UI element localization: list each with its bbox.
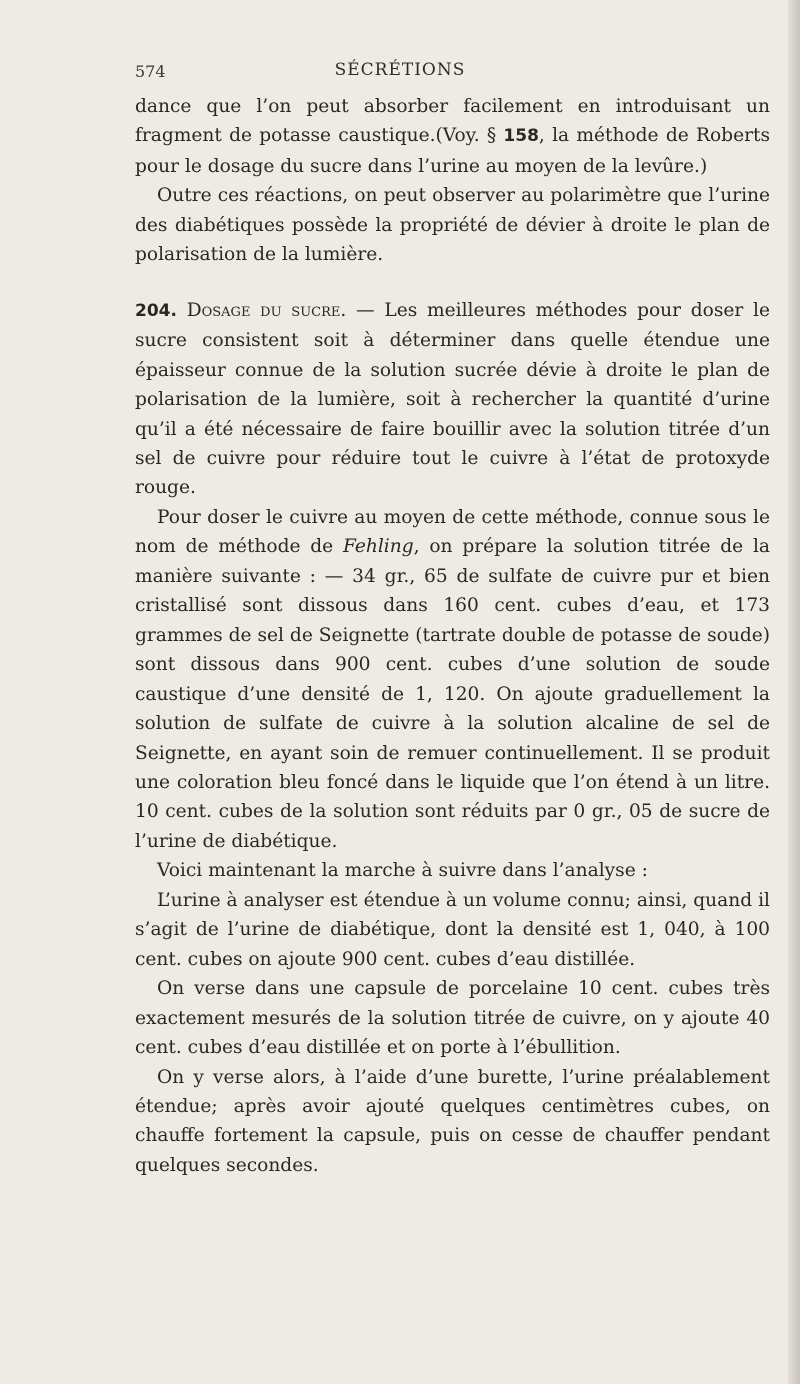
paragraph-4-text-a: Pour doser le cuivre au moyen de cette méthode, connue sous le nom de méthode de (135, 506, 770, 558)
paragraph-4-text-b: , on prépare la solution titrée de la manière suivante : — 34 gr., 65 de sulfate de cuivre pur et bien cristallisé sont dissous dans 160 cent. cubes d’eau, et 173 grammes de sel de Seignette (tartrate double de potasse de soude) sont dissous dans 900 cent. cubes d’une solution de soude caustique d’une densité de 1, 120. On ajoute graduellement la solution de sulfate de cuivre à la solution alcaline de sel de Seignette, en ayant soin de remuer continuellement. Il se produit une coloration bleu foncé dans le liquide que l’on étend à un litre. 10 cent. cubes de la solution sont réduits par 0 gr., 05 de sucre de l’urine de diabétique. (135, 536, 770, 852)
paragraph-1-text-b: , la méthode de Roberts pour le dosage du sucre dans l’urine au moyen de la levûre.) (135, 125, 770, 177)
section-number: 204. (135, 300, 177, 321)
body-text (135, 92, 770, 1180)
paragraph-8: On y verse alors, à l’aide d’une burette, l’urine préalablement étendue; après avoir ajouté quelques centimètres cubes, on chauffe fortement la capsule, puis on cesse de chauffer pendant quelques secondes. (135, 1066, 770, 1176)
running-head (0, 58, 800, 88)
paragraph-3 (135, 296, 770, 503)
running-title: SÉCRÉTIONS (334, 60, 466, 80)
section-heading: Dosage du sucre. (186, 299, 347, 321)
section-reference: 158 (503, 126, 539, 147)
method-name: Fehling (343, 536, 414, 558)
paragraph-5: Voici maintenant la marche à suivre dans l’analyse : (157, 860, 648, 882)
paragraph-3-text: — Les meilleures méthodes pour doser le sucre consistent soit à déterminer dans quelle étendue une épaisseur connue de la solution sucrée dévie à droite le plan de polarisation de la lumière, soit à rechercher la quantité d’urine qu’il a été nécessaire de faire bouillir avec la solution titrée d’un sel de cuivre pour réduire tout le cuivre à l’état de protoxyde rouge. (135, 299, 770, 499)
paragraph-4 (135, 503, 770, 856)
paragraph-7: On verse dans une capsule de porcelaine 10 cent. cubes très exactement mesurés de la solution titrée de cuivre, on y ajoute 40 cent. cubes d’eau distillée et on porte à l’ébullition. (135, 978, 770, 1059)
page-number: 574 (135, 62, 166, 81)
paragraph-2: Outre ces réactions, on peut observer au polarimètre que l’urine des diabétiques possède la propriété de dévier à droite le plan de polarisation de la lumière. (135, 185, 770, 266)
paragraph-1-text-a: dance que l’on peut absorber facilement en introduisant un fragment de potasse caustique.(Voy. § (135, 96, 770, 147)
page-edge-shadow (788, 0, 800, 1384)
paragraph-1 (135, 92, 770, 181)
paragraph-6: L’urine à analyser est étendue à un volume connu; ainsi, quand il s’agit de l’urine de diabétique, dont la densité est 1, 040, à 100 cent. cubes on ajoute 900 cent. cubes d’eau distillée. (135, 889, 770, 970)
